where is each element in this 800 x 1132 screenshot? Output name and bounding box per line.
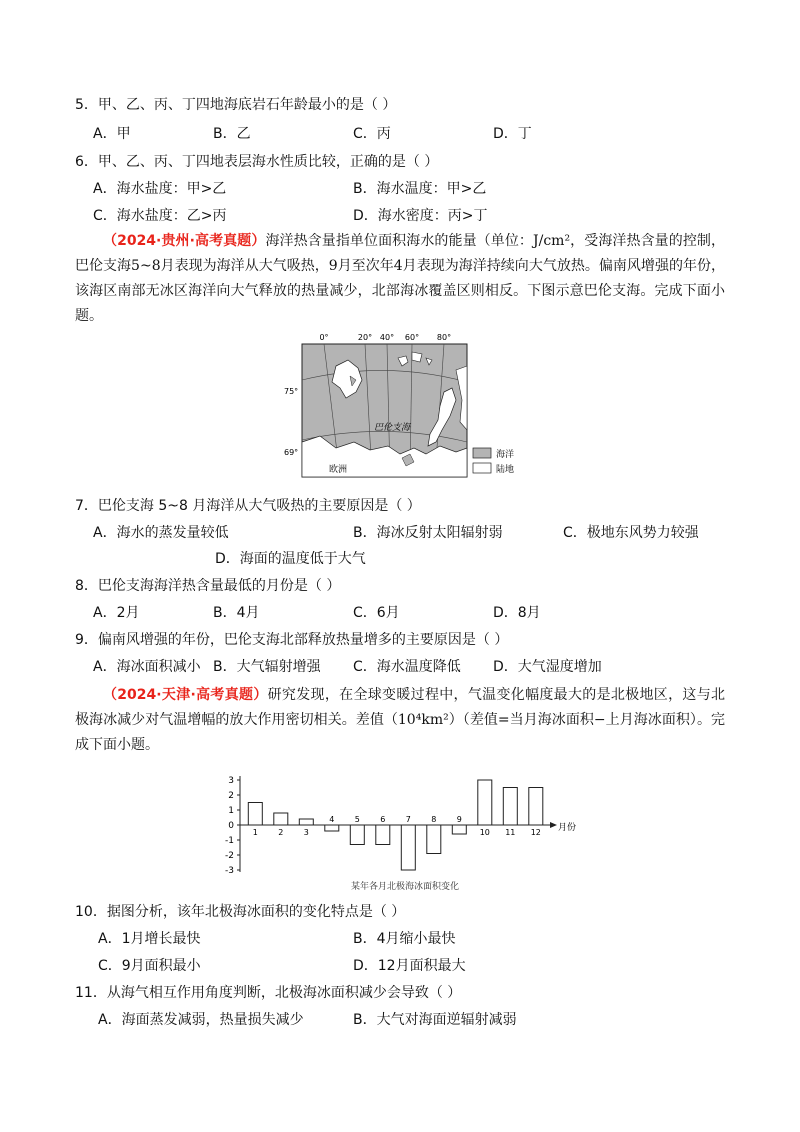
chart-bar [401, 825, 415, 870]
chart-bar [529, 788, 543, 826]
map-sea-name: 巴伦支海 [373, 423, 411, 433]
q9-option-a: A．海冰面积减小 [93, 659, 201, 675]
chart-bar [376, 825, 390, 845]
q6-option-d: D．海水密度：丙>丁 [353, 208, 488, 224]
q10-option-d: D．12月面积最大 [353, 958, 466, 974]
chart-x-tick-label: 7 [405, 815, 411, 824]
q9-option-b: B．大气辐射增强 [213, 659, 321, 675]
sea-ice-change-chart [215, 768, 595, 892]
q7-option-b: B．海冰反射太阳辐射弱 [353, 525, 503, 541]
legend-ocean-swatch [473, 448, 491, 458]
chart-bar [452, 825, 466, 834]
chart-x-axis-arrow [550, 822, 557, 828]
legend-land-swatch [473, 463, 491, 473]
passage-1-source: （2024·贵州·高考真题） [103, 233, 266, 249]
q6-option-a: A．海水盐度：甲>乙 [93, 181, 227, 197]
q10-option-c: C．9月面积最小 [98, 958, 201, 974]
chart-y-tick-label: 0 [228, 821, 234, 831]
chart-x-tick-label: 8 [431, 815, 437, 824]
chart-title: 某年各月北极海冰面积变化 [350, 882, 460, 892]
map-frame [302, 344, 467, 477]
question-5-stem: 5．甲、乙、丙、丁四地海底岩石年龄最小的是（ ） [75, 97, 397, 113]
chart-bar [248, 803, 262, 826]
passage-1-text: 海洋热含量指单位面积海水的能量（单位：J/cm²，受海洋热含量的控制，巴伦支海5~8月表现为海洋从大气吸热，9月至次年4月表现为海洋持续向大气放热。偏南风增强的年份，该海区南部无冰区海洋向大气释放的热量减少，北部海冰覆盖区则相反。下图示意巴伦支海。完成下面小题。 [75, 233, 725, 324]
map-lon-label: 20° [357, 333, 373, 342]
q7-option-a: A．海水的蒸发量较低 [93, 525, 229, 541]
q8-option-d: D．8月 [493, 605, 541, 621]
q5-option-c: C．丙 [353, 126, 391, 142]
q9-option-d: D．大气湿度增加 [493, 659, 602, 675]
barents-sea-map [280, 330, 540, 480]
map-region-label: 欧洲 [328, 465, 348, 475]
map-lon-label: 60° [404, 333, 420, 342]
chart-bar [427, 825, 441, 854]
q5-option-d: D．丁 [493, 126, 532, 142]
q7-option-c: C．极地东风势力较强 [563, 525, 699, 541]
chart-x-tick-label: 3 [303, 828, 309, 837]
chart-bar [503, 788, 517, 826]
passage-1 [75, 229, 725, 329]
legend-ocean-label: 海洋 [496, 450, 515, 460]
q11-option-a: A．海面蒸发减弱，热量损失减少 [98, 1012, 304, 1028]
chart-y-tick-label: 1 [228, 806, 234, 816]
chart-x-axis-label: 月份 [558, 823, 577, 833]
chart-x-tick-label: 11 [505, 828, 516, 837]
chart-x-tick-label: 12 [530, 828, 541, 837]
map-lon-label: 40° [379, 333, 395, 342]
q6-option-c: C．海水盐度：乙>丙 [93, 208, 227, 224]
question-10-stem: 10．据图分析，该年北极海冰面积的变化特点是（ ） [75, 904, 406, 920]
passage-2 [75, 683, 725, 758]
chart-y-tick-label: -3 [225, 866, 234, 876]
chart-bar [350, 825, 364, 845]
passage-2-source: （2024·天津·高考真题） [103, 687, 268, 703]
q8-option-a: A．2月 [93, 605, 140, 621]
chart-x-tick-label: 10 [479, 828, 490, 837]
q11-option-b: B．大气对海面逆辐射减弱 [353, 1012, 517, 1028]
question-6-stem: 6．甲、乙、丙、丁四地表层海水性质比较，正确的是（ ） [75, 154, 439, 170]
q5-option-b: B．乙 [213, 126, 251, 142]
chart-x-tick-label: 1 [252, 828, 258, 837]
chart-x-tick-label: 2 [278, 828, 284, 837]
map-lat-label: 69° [284, 448, 299, 457]
question-9-stem: 9．偏南风增强的年份，巴伦支海北部释放热量增多的主要原因是（ ） [75, 632, 509, 648]
q7-option-d: D．海面的温度低于大气 [215, 551, 366, 567]
chart-y-tick-label: 2 [228, 791, 234, 801]
chart-x-tick-label: 4 [329, 815, 335, 824]
q9-option-c: C．海水温度降低 [353, 659, 461, 675]
chart-bar [274, 813, 288, 825]
map-lon-label: 80° [436, 333, 452, 342]
chart-y-tick-label: 3 [228, 776, 234, 786]
map-lon-label: 0° [319, 333, 329, 342]
chart-y-tick-label: -1 [225, 836, 234, 846]
chart-bar [478, 780, 492, 825]
question-11-stem: 11．从海气相互作用角度判断，北极海冰面积减少会导致（ ） [75, 985, 462, 1001]
question-8-stem: 8．巴伦支海海洋热含量最低的月份是（ ） [75, 578, 341, 594]
map-lat-label: 75° [284, 387, 299, 396]
chart-bar [299, 819, 313, 825]
q5-option-a: A．甲 [93, 126, 131, 142]
question-7-stem: 7．巴伦支海 5~8 月海洋从大气吸热的主要原因是（ ） [75, 498, 421, 514]
legend-land-label: 陆地 [496, 465, 515, 475]
q8-option-b: B．4月 [213, 605, 260, 621]
chart-bar [325, 825, 339, 831]
q8-option-c: C．6月 [353, 605, 400, 621]
chart-x-tick-label: 9 [456, 815, 462, 824]
chart-x-tick-label: 6 [380, 815, 386, 824]
chart-x-tick-label: 5 [354, 815, 360, 824]
passage-2-text: 研究发现，在全球变暖过程中，气温变化幅度最大的是北极地区，这与北极海冰减少对气温增幅的放大作用密切相关。差值（10⁴km²）（差值=当月海冰面积−上月海冰面积）。完成下面小题。 [75, 687, 725, 753]
q10-option-a: A．1月增长最快 [98, 931, 201, 947]
q10-option-b: B．4月缩小最快 [353, 931, 456, 947]
chart-y-tick-label: -2 [225, 851, 234, 861]
q6-option-b: B．海水温度：甲>乙 [353, 181, 487, 197]
